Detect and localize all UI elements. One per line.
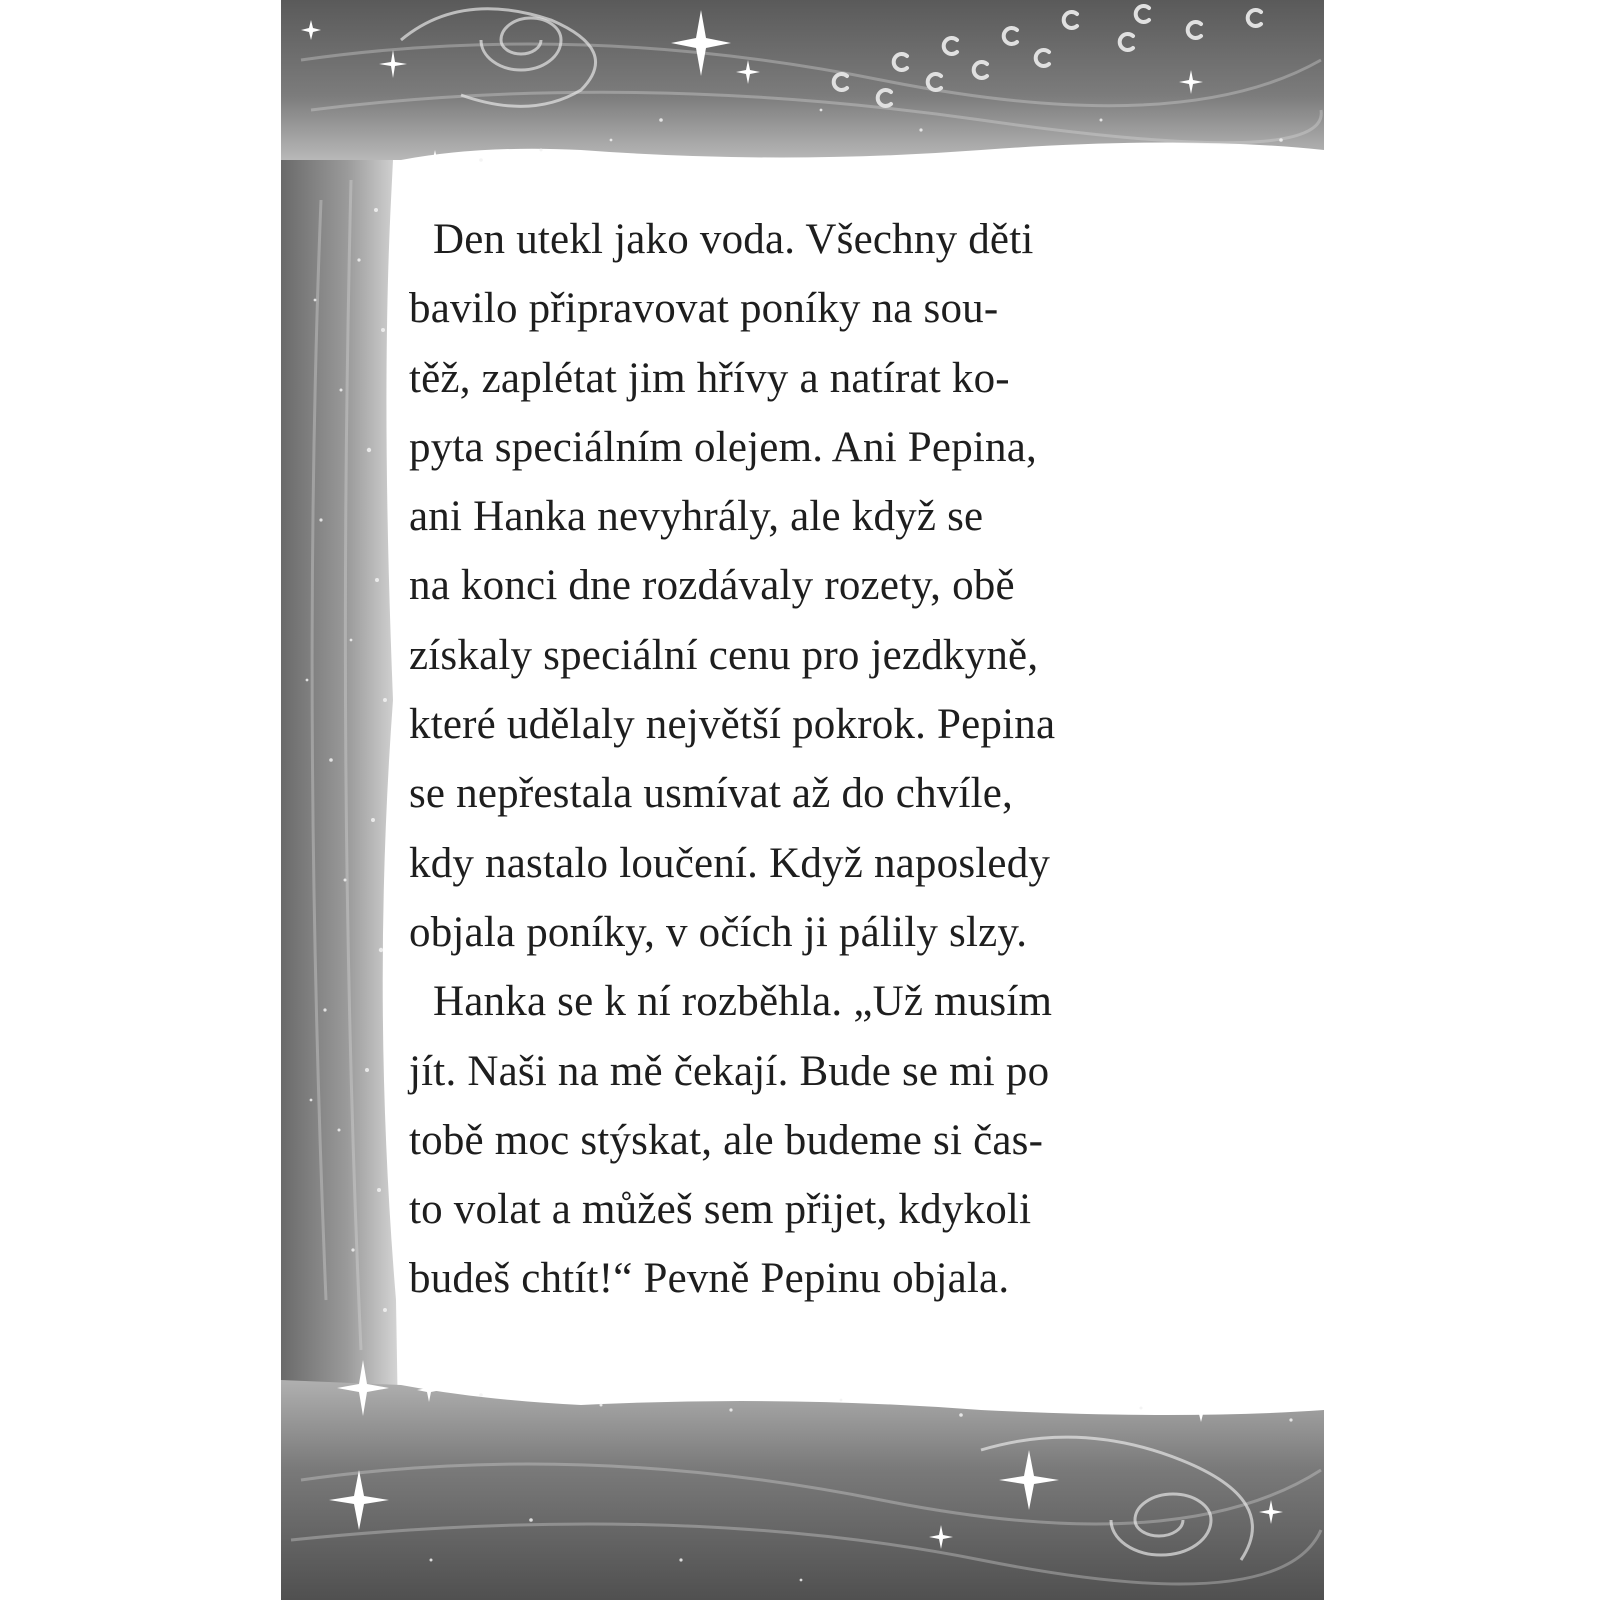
text-line: budeš chtít!“ Pevně Pepinu objala. <box>409 1255 1010 1303</box>
text-line: na konci dne rozdávaly rozety, obě <box>409 562 1015 610</box>
text-line: Den utekl jako voda. Všechny děti <box>433 216 1034 263</box>
left-border-band <box>281 0 401 1600</box>
text-line: jít. Naši na mě čekají. Bude se mi po <box>409 1047 1050 1095</box>
text-line: tobě moc stýskat, ale budeme si čas- <box>409 1116 1044 1164</box>
text-line: se nepřestala usmívat až do chvíle, <box>409 770 1014 818</box>
text-line: získaly speciální cenu pro jezdkyně, <box>409 631 1039 679</box>
bottom-border-band <box>281 1380 1324 1600</box>
text-line: kdy nastalo loučení. Když naposledy <box>409 839 1051 887</box>
chapter-text <box>409 205 1149 1314</box>
text-line: to volat a můžeš sem přijet, kdykoli <box>409 1186 1032 1234</box>
book-page <box>281 0 1324 1600</box>
text-line: pyta speciálním olejem. Ani Pepina, <box>409 423 1037 471</box>
text-line: které udělaly největší pokrok. Pepina <box>409 701 1056 749</box>
text-line: bavilo připravovat poníky na sou- <box>409 285 999 333</box>
text-line: objala poníky, v očích ji pálily slzy. <box>409 908 1028 956</box>
text-line: těž, zaplétat jim hřívy a natírat ko- <box>409 354 1010 402</box>
text-line: ani Hanka nevyhrály, ale když se <box>409 493 984 541</box>
top-border-band <box>281 0 1324 160</box>
text-line: Hanka se k ní rozběhla. „Už musím <box>433 978 1053 1026</box>
